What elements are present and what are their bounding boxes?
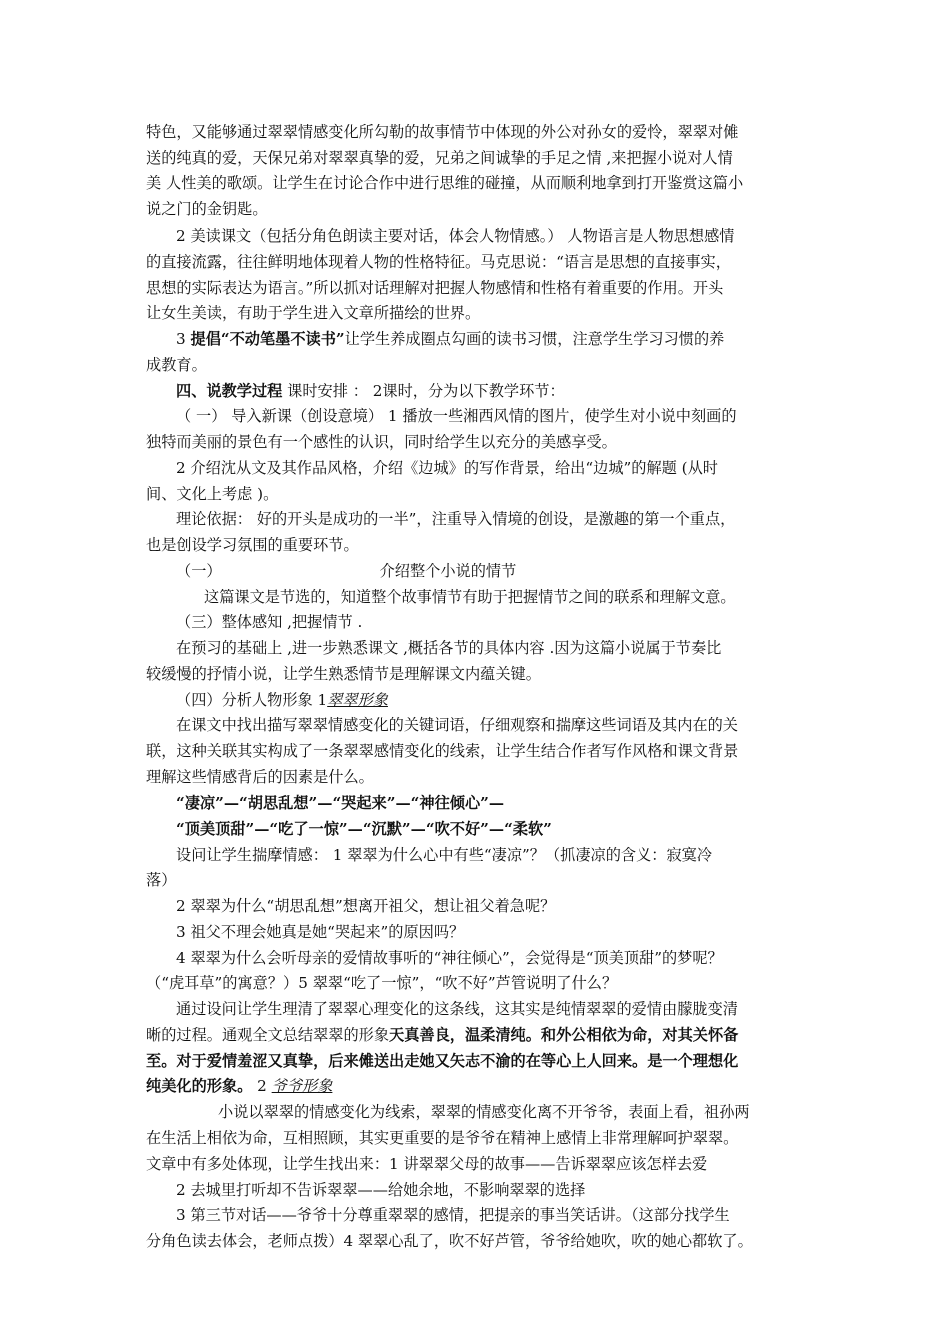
section-heading [176,380,565,402]
text-line: 小说以翠翠的情感变化为线索，翠翠的情感变化离不开爷爷，表面上看，祖孙两 [218,1103,750,1121]
text-line: （ 一） 导入新课（创设意境） 1 播放一些湘西风情的图片，使学生对小说中刻画的 [176,407,737,425]
text-line: 联，这种关联其实构成了一条翠翠感情变化的线索，让学生结合作者写作风格和课文背景 [146,742,739,760]
text-line: 3 祖父不理会她真是她“哭起来”的原因吗？ [176,923,465,941]
text-line: 文章中有多处体现，让学生找出来：1 讲翠翠父母的故事——告诉翠翠应该怎样去爱 [146,1155,708,1173]
text-line: 4 翠翠为什么会听母亲的爱情故事听的“神往倾心”，会觉得是“顶美顶甜”的梦呢？ [176,949,723,967]
text-run: 介绍整个小说的情节 [379,562,517,580]
text-line: 3 第三节对话——爷爷十分尊重翠翠的感情，把提亲的事当笑话讲。（这部分找学生 [176,1206,730,1224]
text-line [176,328,724,350]
text-line: （“虎耳草”的寓意？）5 翠翠“吃了一惊”，“吹不好”芦管说明了什么？ [146,974,618,992]
text-line: 较缓慢的抒情小说，让学生熟悉情节是理解课文内蕴关键。 [146,665,541,683]
text-run: （一） [176,562,222,580]
subheading [176,689,388,711]
bold-phrase: 纯美化的形象。 [146,1077,253,1095]
text-run: （四）分析人物形象 1 [176,691,328,709]
text-line: 2 翠翠为什么“胡思乱想”想离开祖父，想让祖父着急呢？ [176,897,556,915]
text-line: 2 去城里打听却不告诉翠翠——给她余地，不影响翠翠的选择 [176,1181,586,1199]
text-line: 分角色读去体会，老师点拨）4 翠翠心乱了，吹不好芦管，爷爷给她吹，吹的她心都软了。 [146,1232,753,1250]
text-line: 间、文化上考虑 )。 [146,485,279,503]
text-line: 说之门的金钥匙。 [146,200,268,218]
underlined-title: 爷爷形象 [271,1077,333,1095]
text-line: 送的纯真的爱，天保兄弟对翠翠真挚的爱，兄弟之间诚挚的手足之情 ,来把握小说对人情 [146,149,733,167]
text-line: 独特而美丽的景色有一个感性的认识，同时给学生以充分的美感享受。 [146,433,617,451]
text-line: 至。对于爱情羞涩又真挚，后来傩送出走她又矢志不渝的在等心上人回来。是一个理想化 [146,1052,739,1070]
text-run: 2 [252,1077,272,1095]
text-line: 也是创设学习氛围的重要环节。 [146,536,359,554]
text-line: 这篇课文是节选的，知道整个故事情节有助于把握情节之间的联系和理解文意。 [204,588,736,606]
text-line: 的直接流露，往往鲜明地体现着人物的性格特征。马克思说：“语言是思想的直接事实， [146,253,731,271]
heading-text: 四、说教学过程 [176,382,283,400]
text-line: 特色，又能够通过翠翠情感变化所勾勒的故事情节中体现的外公对孙女的爱怜，翠翠对傩 [146,123,739,141]
text-run: 让学生养成圈点勾画的读书习惯，注意学生学习习惯的养 [344,330,725,348]
text-line: 设问让学生揣摩情感： 1 翠翠为什么心中有些“凄凉”？（抓凄凉的含义：寂寞冷 [176,846,713,864]
text-line: 理解这些情感背后的因素是什么。 [146,768,374,786]
subheading: （三）整体感知 ,把握情节 . [176,613,363,631]
underlined-title: 翠翠形象 [327,691,388,709]
text-line: 理论依据： 好的开头是成功的一半”，注重导入情境的创设，是激趣的第一个重点， [176,510,736,528]
keyword-chain: “凄凉”—“胡思乱想”—“哭起来”—“神往倾心”— [176,794,505,812]
text-line: 思想的实际表达为语言。”所以抓对话理解对把握人物感情和性格有着重要的作用。开头 [146,279,724,297]
bold-phrase: 天真善良，温柔清纯。和外公相依为命，对其关怀备 [389,1026,739,1044]
text-line: 落） [146,871,177,889]
text-line [146,1024,738,1046]
text-run: 3 [176,330,191,348]
text-line: 通过设问让学生理清了翠翠心理变化的这条线，这其实是纯情翠翠的爱情由朦胧变清 [176,1000,738,1018]
text-line [146,1075,332,1097]
bold-phrase: 提倡“不动笔墨不读书” [190,330,345,348]
text-run: 晰的过程。通观全文总结翠翠的形象 [146,1026,389,1044]
text-line: 让女生美读，有助于学生进入文章所描绘的世界。 [146,304,481,322]
text-line: 2 介绍沈从文及其作品风格，介绍《边城》的写作背景，给出“边城”的解题 (从时 [176,459,718,477]
text-line: 2 美读课文（包括分角色朗读主要对话，体会人物情感。） 人物语言是人物思想感情 [176,227,735,245]
subheading [176,560,516,582]
text-run: 课时安排 ： 2课时，分为以下教学环节： [282,382,565,400]
text-line: 成教育。 [146,356,207,374]
text-line: 在生活上相依为命，互相照顾，其实更重要的是爷爷在精神上感情上非常理解呵护翠翠。 [146,1129,739,1147]
text-line: 在课文中找出描写翠翠情感变化的关键词语，仔细观察和揣摩这些词语及其内在的关 [176,716,738,734]
text-line: 在预习的基础上 ,进一步熟悉课文 ,概括各节的具体内容 .因为这篇小说属于节奏比 [176,639,722,657]
text-line: 美 人性美的歌颂。让学生在讨论合作中进行思维的碰撞，从而顺利地拿到打开鉴赏这篇小 [146,174,744,192]
keyword-chain: “顶美顶甜”—“吃了一惊”—“沉默”—“吹不好”—“柔软” [176,820,552,838]
